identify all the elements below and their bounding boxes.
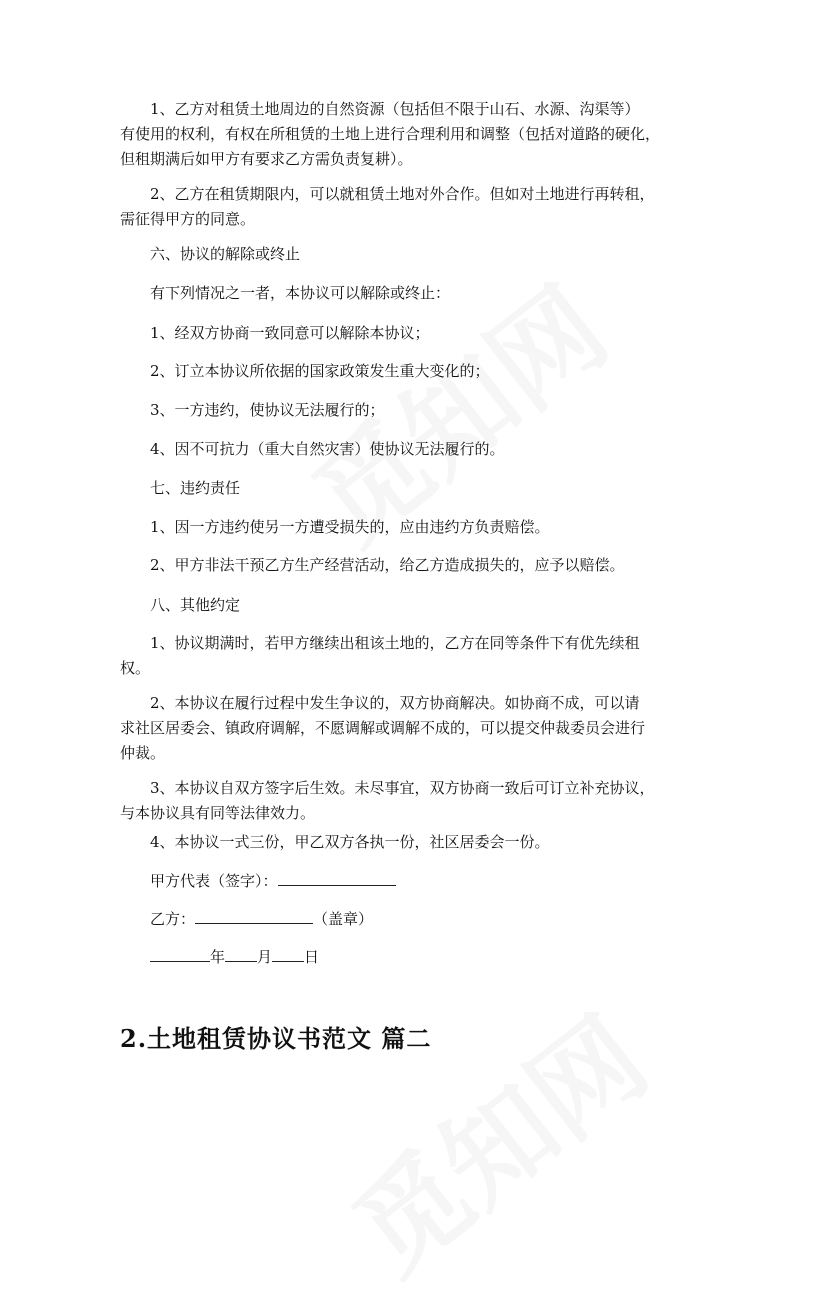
section-8-item-2-line-3: 仲裁。 [120, 744, 166, 762]
section-7-title: 七、违约责任 [150, 479, 241, 497]
party-b-seal-label: （盖章） [313, 910, 374, 928]
clause-1-line-3: 但租期满后如甲方有要求乙方需负责复耕）。 [120, 150, 413, 168]
section-6-intro: 有下列情况之一者，本协议可以解除或终止： [150, 284, 451, 302]
clause-2-line-1: 2、乙方在租赁期限内，可以就租赁土地对外合作。但如对土地进行再转租， [150, 185, 655, 203]
month-blank [225, 944, 257, 962]
section-8-item-2-line-2: 求社区居委会、镇政府调解，不愿调解或调解不成的，可以提交仲裁委员会进行 [120, 719, 646, 737]
section-7-item-2: 2、甲方非法干预乙方生产经营活动，给乙方造成损失的，应予以赔偿。 [150, 556, 625, 574]
section-8-item-1-line-1: 1、协议期满时，若甲方继续出租该土地的，乙方在同等条件下有优先续租 [150, 634, 640, 652]
section-6-title: 六、协议的解除或终止 [150, 245, 301, 263]
clause-1-line-2: 有使用的权利，有权在所租赁的土地上进行合理利用和调整（包括对道路的硬化， [120, 125, 661, 143]
section-7-item-1: 1、因一方违约使另一方遭受损失的，应由违约方负责赔偿。 [150, 518, 550, 536]
clause-2-line-2: 需征得甲方的同意。 [120, 210, 256, 228]
day-label: 日 [304, 948, 320, 966]
section-8-item-4: 4、本协议一式三份，甲乙双方各执一份，社区居委会一份。 [150, 833, 550, 851]
month-label: 月 [257, 948, 273, 966]
party-b-label: 乙方： [150, 910, 196, 928]
clause-1-line-1: 1、乙方对租赁土地周边的自然资源（包括但不限于山石、水源、沟渠等） [150, 100, 640, 118]
day-blank [272, 944, 304, 962]
section-8-title: 八、其他约定 [150, 596, 241, 614]
party-a-label: 甲方代表（签字）： [150, 872, 278, 890]
party-a-signature-line [120, 868, 720, 894]
section-6-item-1: 1、经双方协商一致同意可以解除本协议； [150, 324, 430, 342]
party-b-signature-blank [195, 906, 313, 924]
section-6-item-3: 3、一方违约，使协议无法履行的； [150, 401, 385, 419]
section-8-item-2-line-1: 2、本协议在履行过程中发生争议的，双方协商解决。如协商不成，可以请 [150, 694, 640, 712]
section-6-item-4: 4、因不可抗力（重大自然灾害）使协议无法履行的。 [150, 440, 505, 458]
section-8-item-3-line-1: 3、本协议自双方签字后生效。未尽事宜，双方协商一致后可订立补充协议， [150, 779, 655, 797]
section-8-item-1-line-2: 权。 [120, 659, 151, 677]
party-b-signature-line [120, 906, 720, 932]
year-blank [150, 944, 210, 962]
section-8-item-3-line-2: 与本协议具有同等法律效力。 [120, 804, 316, 822]
date-line [120, 944, 720, 970]
next-section-heading: 2.土地租赁协议书范文 篇二 [120, 1024, 432, 1053]
section-6-item-2: 2、订立本协议所依据的国家政策发生重大变化的； [150, 362, 490, 380]
party-a-signature-blank [278, 868, 396, 886]
year-label: 年 [210, 948, 226, 966]
